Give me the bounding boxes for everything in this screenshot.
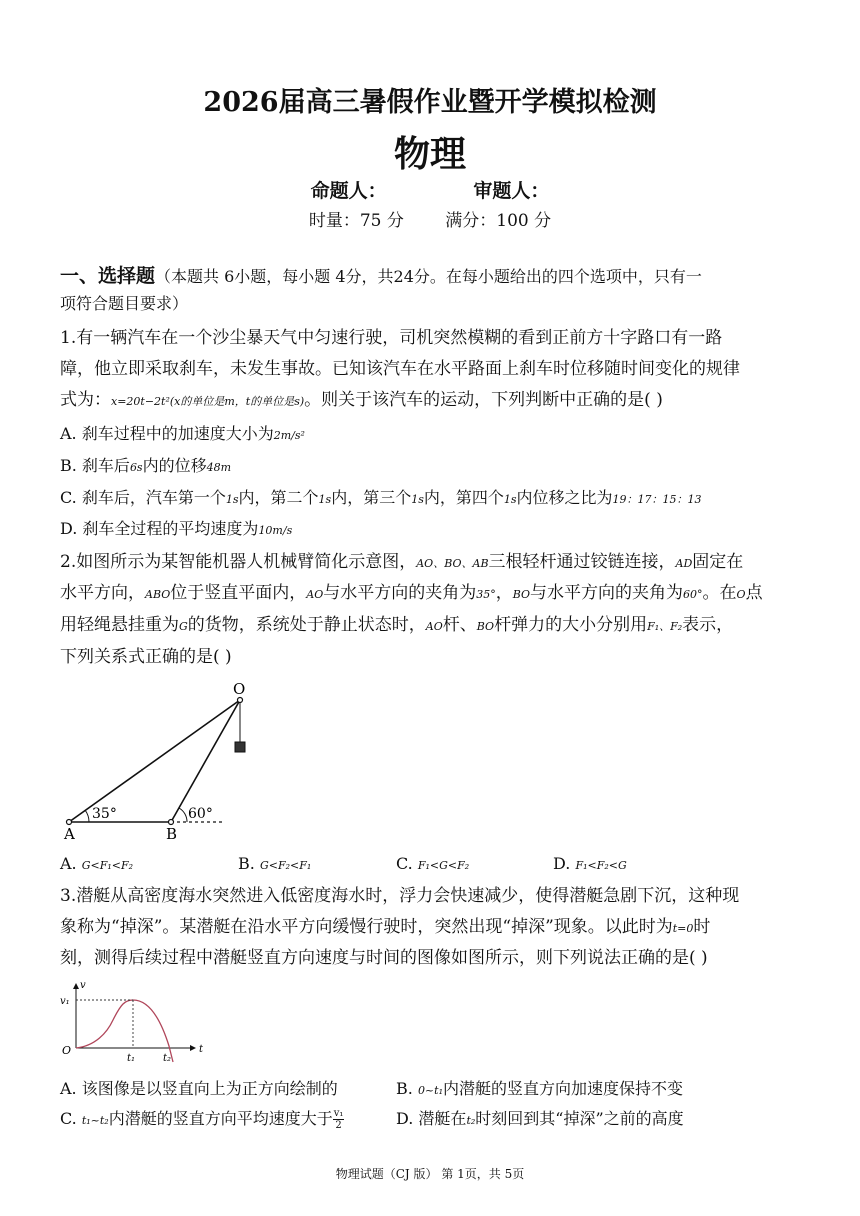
option-formula: t₁~t₂ [81,1114,109,1127]
q1-option-b [60,454,231,480]
label-v: v [80,980,86,991]
q2-text: 表示， [682,615,734,635]
q1-option-d [60,517,292,543]
rod-bo [171,700,240,822]
option-text: 内潜艇的竖直方向平均速度大于 [108,1109,333,1128]
option-formula: 1s [318,493,332,506]
label-angle-35: 35° [92,806,117,822]
option-formula: 19：17：15：13 [612,493,702,506]
option-formula: t₂ [466,1114,476,1127]
angle-arc-b [179,808,187,822]
label-angle-60: 60° [188,806,213,822]
q1-option-c [60,486,702,512]
full-score: 满分：100 分 [445,211,552,231]
q2-text: 与水平方向的夹角为 [323,583,477,603]
option-text: A. 刹车过程中的加速度大小为 [60,424,274,443]
option-text: B. 刹车后 [60,456,130,475]
q2-stem-line3 [60,613,733,639]
q2-text: 水平方向， [60,583,145,603]
option-text: 内的位移 [142,456,207,475]
q2-text: 位于竖直平面内， [170,583,307,603]
option-formula: G<F₁<F₂ [81,859,134,872]
q2-text: 。在 [702,583,737,603]
joint-o [238,698,243,703]
q3-option-b [396,1076,683,1099]
option-formula: 1s [225,493,239,506]
q2-formula: O [736,588,746,601]
q2-formula: 60° [683,588,703,601]
rod-ao [69,700,240,822]
section-heading [60,264,702,289]
q3-stem-line2 [60,915,710,941]
q2-text: 用轻绳悬挂重为 [60,615,179,635]
q2-formula: G [179,620,188,633]
q3-option-d [396,1106,684,1129]
cargo-weight [235,742,245,752]
q2-text: 杆、 [442,615,477,635]
q2-option-c [396,854,469,873]
option-text: 内潜艇的竖直方向加速度保持不变 [442,1079,683,1098]
q2-option-b [238,854,311,873]
option-formula: 2m/s² [273,429,305,442]
q2-formula: F₁、F₂ [647,620,683,633]
q1-formula: x=20t−2t²(x的单位是m，t的单位是s) [111,395,305,408]
angle-arc-a [85,810,89,822]
q1-stem-line3 [60,388,663,414]
option-letter: C. [396,854,418,873]
q2-formula: AD [675,557,693,570]
option-formula: 10m/s [258,524,293,537]
label-t1: t₁ [127,1053,136,1064]
option-formula: G<F₂<F₁ [259,859,312,872]
q3-text: 时 [693,917,711,937]
option-letter: C. [60,1109,82,1128]
option-text: 内，第四个 [423,488,504,507]
fraction-numerator: v₁ [333,1108,344,1119]
time-limit: 时量：75 分 [308,211,404,231]
q2-stem-line4: 下列关系式正确的是( ) [60,647,232,667]
q3-stem-line3: 刻，测得后续过程中潜艇竖直方向速度与时间的图像如图所示，则下列说法正确的是( ) [60,948,708,968]
page-footer: 物理试题（CJ 版） 第 1页，共 5页 [335,1167,525,1181]
label-b: B [166,825,178,843]
label-origin: O [62,1044,72,1057]
exam-title: 2026届高三暑假作业暨开学模拟检测 [203,87,657,118]
option-text: D. 刹车全过程的平均速度为 [60,519,259,538]
q2-text: 点 [745,583,763,603]
option-formula: 48m [206,461,232,474]
q2-option-a [60,854,133,873]
velocity-curve [76,1000,173,1062]
fraction-v1-over-2 [333,1108,345,1131]
label-o: O [233,680,246,698]
option-formula: 6s [129,461,143,474]
q3-option-c [60,1106,344,1131]
robot-arm-diagram [55,680,255,845]
q1-text: 式为： [60,390,111,410]
q2-text: 的货物，系统处于静止状态时， [187,615,426,635]
q1-option-a [60,422,305,448]
option-formula: 0~t₁ [417,1084,443,1097]
q3-formula: t=0 [672,922,694,935]
q2-text: 杆弹力的大小分别用 [494,615,648,635]
label-v1: v₁ [60,996,70,1007]
option-letter: B. [396,1079,418,1098]
q3-text: 象称为“掉深”。某潜艇在沿水平方向缓慢行驶时，突然出现“掉深”现象。以此时为 [60,917,673,937]
option-formula: 1s [503,493,517,506]
q2-text: 2.如图所示为某智能机器人机械臂简化示意图， [60,552,417,572]
author-line [0,176,860,203]
reviewer-label: 审题人： [473,180,550,202]
q2-stem-line1 [60,550,743,576]
option-formula: F₁<G<F₂ [417,859,470,872]
option-text: 内，第二个 [238,488,319,507]
q2-text: 与水平方向的夹角为 [530,583,684,603]
q2-text: 三根轻杆通过铰链连接， [488,552,676,572]
q2-formula: BO [476,620,495,633]
q2-formula: BO [512,588,531,601]
velocity-time-graph [55,978,215,1068]
q2-text: ， [495,583,513,603]
q2-text: 固定在 [692,552,744,572]
q1-text: 。则关于该汽车的运动，下列判断中正确的是( ) [304,390,663,410]
section-note: （本题共 6小题，每小题 4分，共24分。在每小题给出的四个选项中，只有一 [155,267,702,286]
option-text: D. 潜艇在 [396,1109,467,1128]
joint-b [169,820,174,825]
q2-formula: ABO [145,588,171,601]
q3-option-a: A. 该图像是以竖直向上为正方向绘制的 [60,1079,338,1098]
section-title: 一、选择题 [60,265,156,287]
q2-stem-line2 [60,581,763,607]
q2-option-d [553,854,627,873]
option-text: 内，第三个 [331,488,412,507]
exam-meta [0,206,860,231]
option-letter: B. [238,854,260,873]
option-letter: A. [60,854,82,873]
subject-title: 物理 [393,133,466,175]
q1-stem-line1: 1.有一辆汽车在一个沙尘暴天气中匀速行驶，司机突然模糊的看到正前方十字路口有一路 [60,328,723,348]
q2-formula: 35° [476,588,496,601]
joint-a [67,820,72,825]
q3-stem-line1: 3.潜艇从高密度海水突然进入低密度海水时，浮力会快速减少，使得潜艇急剧下沉，这种现 [60,886,740,906]
q2-formula: AO [306,588,324,601]
fraction-denominator: 2 [335,1120,342,1131]
q1-stem-line2: 障，他立即采取刹车，未发生事故。已知该汽车在水平路面上刹车时位移随时间变化的规律 [60,359,740,379]
author-label: 命题人： [310,180,387,202]
q2-formula: AO、BO、AB [416,557,489,570]
option-text: 时刻回到其“掉深”之前的高度 [475,1109,684,1128]
option-text: C. 刹车后，汽车第一个 [60,488,226,507]
option-formula: F₁<F₂<G [575,859,627,872]
option-formula: 1s [411,493,424,506]
section-note-cont: 项符合题目要求） [60,294,189,313]
label-t2: t₂ [163,1053,172,1064]
option-text: 内位移之比为 [516,488,613,507]
option-letter: D. [553,854,576,873]
label-t: t [199,1044,204,1055]
q2-formula: AO [425,620,443,633]
label-a: A [64,825,75,843]
